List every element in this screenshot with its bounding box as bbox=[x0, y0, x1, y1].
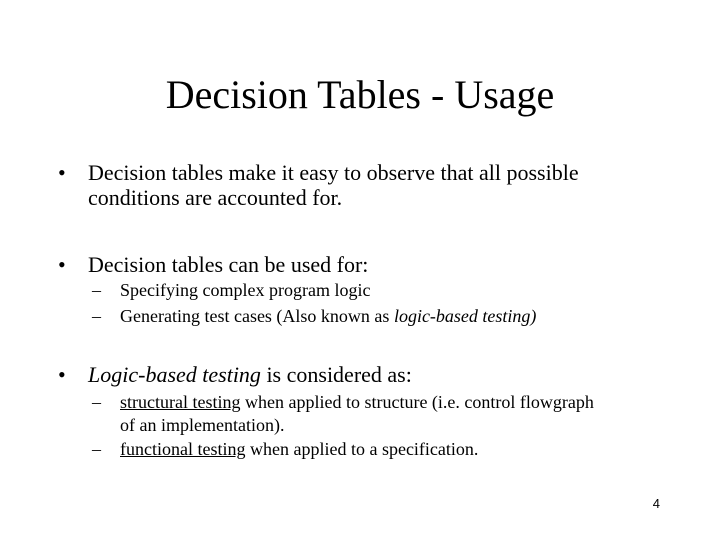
sub-marker: – bbox=[92, 392, 101, 412]
page-number: 4 bbox=[652, 496, 660, 511]
bullet-emphasis: Logic-based testing bbox=[88, 362, 261, 387]
subitem-text bbox=[120, 305, 660, 328]
subitem-rest-line1: when applied to structure (i.e. control flowgraph bbox=[240, 392, 594, 412]
subitem-text bbox=[120, 391, 660, 437]
sub-marker: – bbox=[92, 439, 101, 459]
subitem-prefix: Generating test cases (Also known as bbox=[120, 306, 394, 326]
subitem-term: structural testing bbox=[120, 392, 241, 412]
bullet-text bbox=[88, 362, 688, 387]
sub-marker: – bbox=[92, 280, 101, 300]
subitem-text bbox=[120, 438, 660, 461]
bullet-marker: • bbox=[58, 362, 66, 387]
subitem-emphasis: logic-based testing) bbox=[393, 306, 537, 326]
bullet-text-line2: conditions are accounted for. bbox=[88, 185, 343, 210]
subitem-text: Specifying complex program logic bbox=[120, 280, 371, 300]
bullet-text-line1: Decision tables make it easy to observe that all possible bbox=[88, 160, 579, 185]
bullet-rest: is considered as: bbox=[260, 362, 412, 387]
slide-title: Decision Tables - Usage bbox=[165, 72, 555, 117]
bullet-text: Decision tables can be used for: bbox=[88, 252, 369, 277]
bullet-marker: • bbox=[58, 252, 66, 277]
subitem-rest: when applied to a specification. bbox=[245, 439, 479, 459]
subitem-term: functional testing bbox=[120, 439, 246, 459]
bullet-text bbox=[88, 160, 688, 210]
sub-marker: – bbox=[92, 306, 101, 326]
bullet-marker: • bbox=[58, 160, 66, 185]
subitem-line2: of an implementation). bbox=[120, 415, 285, 435]
